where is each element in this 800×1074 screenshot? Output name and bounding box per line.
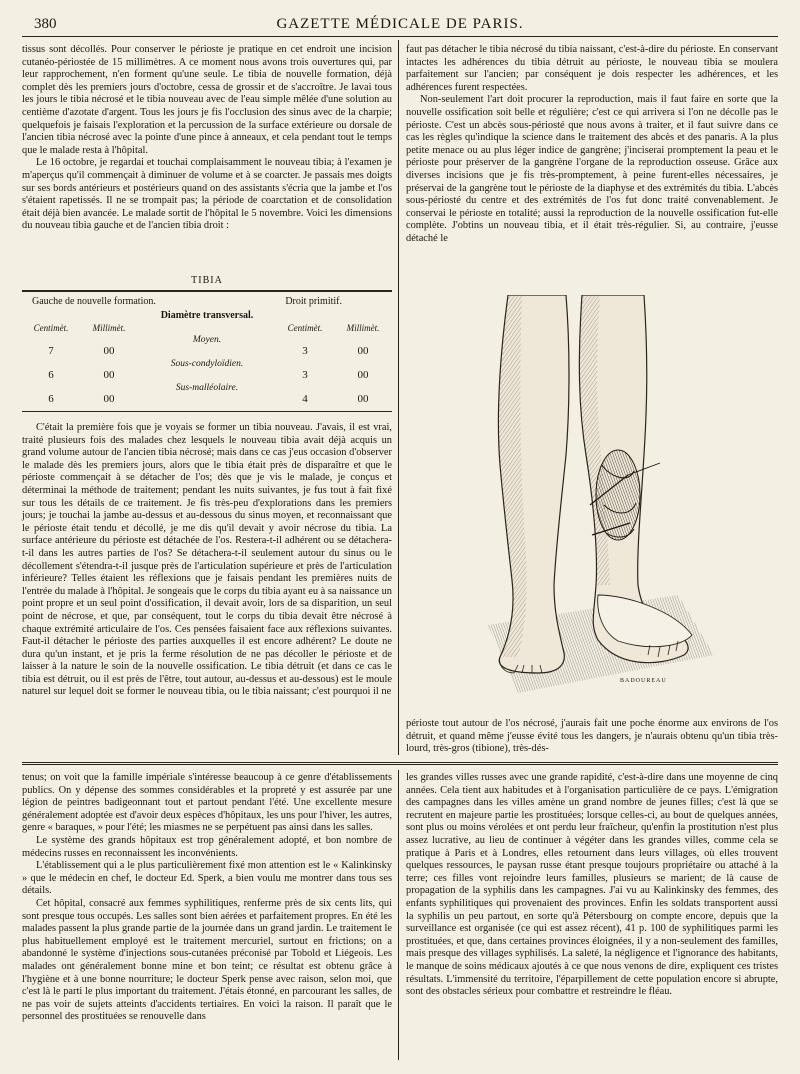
paragraph: périoste tout autour de l'os nécrosé, j'aurais fait une poche énorme aux environs de l'os détruit, et quand même j'eusse évité tous les dangers, je n'aurais obtenu qu'un tibia très-lourd, très-gros (tibione), très-dés- [406, 718, 778, 755]
paragraph: Cet hôpital, consacré aux femmes syphilitiques, renferme près de six cents lits, qui sont presque tous occupés. Les salles sont bien aérées et parfaitement propres. En été les malades passent la plus grande partie de la journée dans un grand jardin. Le traitement le plus habituellement employé est le traitement mercuriel, surtout en frictions; on a abandonné le système d'injections sous-cutanées préconisé par Tobold et Liégeois. Les malades ont généralement bonne mine et bon teint; ce résultat est obtenu grâce à l'hygiène et à une bonne nourriture; le docteur Sperk pense avec raison, selon moi, que c'est là le parti le plus important du traitement. J'étais étonné, en parcourant les salles, de ne pas voir de sujets atteints d'accidents tertiaires. En voici la raison. Il paraît que le personnel des prostituées se renouvelle dans [22, 897, 392, 1023]
row-label: Moyen. [192, 335, 222, 345]
table-caption: TIBIA [191, 275, 223, 286]
cell: 00 [357, 369, 369, 381]
legs-engraving-illustration [478, 295, 714, 693]
cell: 00 [357, 345, 369, 357]
column-divider [398, 770, 399, 1060]
paragraph: les grandes villes russes avec une grande rapidité, c'est-à-dire dans une moyenne de cinq années. Cela tient aux habitudes et à l'organisation particulière de ce pays. L'émigration des campagnes dans les villes amène un grand nombre de jeunes filles; c'est là que se recrutent en majeure partie les prostituées; lorsque celles-ci, au bout de quelques années, sont plus ou moins vérolées et ont perdu leur fraîcheur, qu'enfin la prostitution n'est plus assez lucrative, au lieu de continuer à végéter dans les grandes villes, comme cela se pratique à Paris et à Londres, elles retournent dans leurs villages, où elles trouvent quelques ressources, le paysan russe étant presque toujours propriétaire ou attaché à la terre; ces filles vont rejoindre leurs familles, plusieurs se marient; de là cause de propagation de la syphilis dans les campagnes. J'ai vu au Kalinkinsky des femmes, des enfants syphilitiques qui provenaient des provinces. Enfin les soldats transportent aussi la syphilis un peu partout, en sorte qu'à Pétersbourg on compte encore, depuis que la surveillance est organisée (ce qui est assez récent), 41 p. 100 de syphilitiques parmi les prostituées, et que, dans certaines provinces éloignées, il y a non-seulement des familles, mais presque des villages syphilisés. La saleté, la négligence et l'ignorance des habitants, le manque de soins médicaux ajoutés à ce que nous venons de dire, expliquent ces tristes résultats. L'immensité du territoire, l'éparpillement de cette population encore si abrupte, sont des obstacles sérieux pour combattre et restreindre le fléau. [406, 772, 778, 998]
left-column-bottom [22, 422, 392, 699]
engraver-signature: BADOUREAU [620, 678, 667, 684]
right-column-top [406, 44, 778, 246]
table-row [22, 393, 392, 405]
tibia-dimensions-table [22, 275, 392, 412]
right-column-continuation [406, 718, 778, 756]
row-label: Sus-malléolaire. [175, 383, 239, 393]
paragraph: faut pas détacher le tibia nécrosé du tibia naissant, c'est-à-dire du périoste. En conservant intactes les adhérences du tibia détruit au périoste, le nouveau tibia se moulera parfaitement sur l'ancien; par conséquent je dois respecter les adhérences, et les adhérences furent respectées. [406, 44, 778, 93]
table-rule [22, 411, 392, 412]
cell: 6 [48, 369, 54, 381]
paragraph: Non-seulement l'art doit procurer la reproduction, mais il faut faire en sorte que la nouvelle ossification soit belle et régulière; c'est ce qui arrivera si l'on ne décolle pas le périoste. C'est un abcès sous-périosté que nous avons à traiter, et il faut suivre dans ce cas les règles qu'indique la science dans le traitement des abcès et des panaris. A la plus petite menace ou au plus léger indice de gangrène; j'inciserai promptement la peau et le périoste pour préserver de la gangrène l'organe de la reproduction osseuse. Grâce aux diverses incisions que je fis très-promptement, à peine furent-elles nécessaires, je préservai de la gangrène tout le périoste de la diaphyse et des extrémités du tibia. L'abcès sous-périosté du centre et des extrémités de l'os fut donc traité convenablement. Je conservai le périoste en totalité; aussi la reproduction de la nouvelle ossification fut-elle complète. J'obtins un nouveau tibia, et il était très-régulier. Si, au contraire, j'eusse détaché le [406, 94, 778, 244]
table-row [22, 345, 392, 357]
cell: 7 [48, 345, 54, 357]
cell: 3 [302, 345, 308, 357]
cell: 6 [48, 393, 54, 405]
bottom-left-column [22, 772, 392, 1024]
cell: 4 [302, 393, 308, 405]
bottom-right-column [406, 772, 778, 999]
cell: 3 [302, 369, 308, 381]
unit-cm: Centimèt. [287, 323, 323, 333]
paragraph: tenus; on voit que la famille impériale s'intéresse beaucoup à ce genre d'établissements publics. On y dépense des sommes considérables et la propreté y est assurée par une légion de peintres badigeonnant tout et partout pendant l'été. Une excellente mesure généralement adoptée est d'avoir deux espèces d'hôpitaux, les uns pour l'hiver, les autres, genre « baraques, » pour l'été; les miasmes ne se perpétuent pas ainsi dans les salles. [22, 772, 392, 834]
right-head: Droit primitif. [285, 296, 342, 307]
table-row [22, 369, 392, 381]
paragraph: Le 16 octobre, je regardai et touchai complaisamment le nouveau tibia; à l'examen je m'aperçus qu'il commençait à diminuer de volume et à se coarcter. Je passais mes doigts sur ses bords antérieurs et postérieurs quand on des assistants s'écria que la jambe et l'os s'étaient rapetissés. Il ne se trompait pas; la période de coarctation et de consolidation était déjà bien avancée. Le malade sortit de l'hôpital le 5 novembre. Voici les dimensions du nouveau tibia gauche et de l'ancien tibia droit : [22, 157, 392, 232]
paragraph: Le système des grands hôpitaux est trop généralement adopté, et bon nombre de médecins russes en reconnaissent les inconvénients. [22, 834, 392, 859]
column-divider [398, 40, 399, 755]
paragraph: tissus sont décollés. Pour conserver le périoste je pratique en cet endroit une incision cutanéo-périostée de 15 millimètres. A ce moment nous avons trois ouvertures qui, par leur rapprochement, n'en forment qu'une seule. Le tibia de nouvelle formation, déjà complet dès les premiers jours d'octobre, cessa de grossir et de s'accroître. Je lavai tous les jours le tibia nécrosé et le tibia nouveau avec de l'eau simple mêlée d'une solution au centième d'azotate d'argent. Tous les jours je fis l'occlusion des sinus avec de la charpie; quelquefois je faisais l'exploration et la percussion de la surface extérieure ou dorsale de l'ancien tibia nécrosé avec la pointe d'une pince à anneaux, et cela pendant tout le temps que le malade resta à l'hôpital. [22, 44, 392, 156]
paragraph: L'établissement qui a le plus particulièrement fixé mon attention est le « Kalinkinsky » que le médecin en chef, le docteur Ed. Sperk, a bien voulu me montrer dans tous ses détails. [22, 860, 392, 897]
cell: 00 [103, 345, 115, 357]
section-divider [22, 762, 778, 765]
journal-title: GAZETTE MÉDICALE DE PARIS. [276, 16, 524, 32]
cell: 00 [357, 393, 369, 405]
unit-mm: Millimèt. [346, 323, 380, 333]
left-column-top [22, 44, 392, 233]
cell: 00 [103, 393, 115, 405]
unit-mm: Millimèt. [92, 323, 126, 333]
page-number: 380 [34, 16, 57, 32]
table-rule [22, 290, 392, 292]
table-units [22, 323, 392, 333]
cell: 00 [103, 369, 115, 381]
unit-cm: Centimèt. [33, 323, 69, 333]
table-heads [22, 296, 392, 307]
row-label: Sous-condyloïdien. [170, 359, 244, 369]
paragraph: C'était la première fois que je voyais se former un tibia nouveau. J'avais, il est vrai, traité plusieurs fois des malades chez lesquels le nouveau tibia avait déjà acquis un grand volume autour de l'ancien tibia nécrosé; mais dans ce cas j'eus occasion d'observer le malade dès les premiers jours, alors que le tibia était près de disparaître et que le périoste commençait à se détacher de l'os; dès que je vis le malade, je conçus et déterminai la méthode de traitement; pendant les nuits suivantes, je fus tout à fait fixé sur tous les détails de ce traitement. Je fis très-peu d'explorations dans les premiers jours; je touchai la jambe au-dessus et au-dessous du sinus moyen, et reconnaissant que le périoste était tendu et décollé, je me dis qu'il devait y avoir nécrose du tibia. La surface antérieure du périoste est détachée de l'os. Restera-t-il adhérent ou se détachera-t-il dans les autres parties de l'os? Se détachera-t-il seulement autour du sinus ou le décollement s'étendra-t-il jusque près de l'articulation supérieure et près de l'articulation inférieure? Telles étaient les réflexions que je faisais pendant les premières nuits de l'entrée du malade à l'hôpital. Je songeais que le corps du tibia ayant eu à sa naissance un point propre et un seul point d'ossification, il devait avoir, lors de sa disparition, un seul point de nécrose, et que, par conséquent, tout le corps du tibia devait être nécrosé à chaque extrémité articulaire de l'os. Ces pensées faisaient face aux réflexions suivantes. Faut-il détacher le périoste des parties auxquelles il est encore adhérent? Le doute ne dura qu'un instant, et je pris la ferme résolution de ne pas décoller le périoste et de laisser à la nature le soin de la nouvelle ossification. Le tibia détruit (et dans ce cas le tibia est détruit, ou il est près de l'être, tout autour, au-dessus et au-dessous) est le moule naturel sur lequel doit se former le nouveau tibia, ou le tibia naissant; c'est pourquoi il ne [22, 422, 392, 698]
page-header [22, 14, 778, 37]
table-subtitle: Diamètre transversal. [160, 310, 254, 321]
left-head: Gauche de nouvelle formation. [32, 296, 156, 307]
